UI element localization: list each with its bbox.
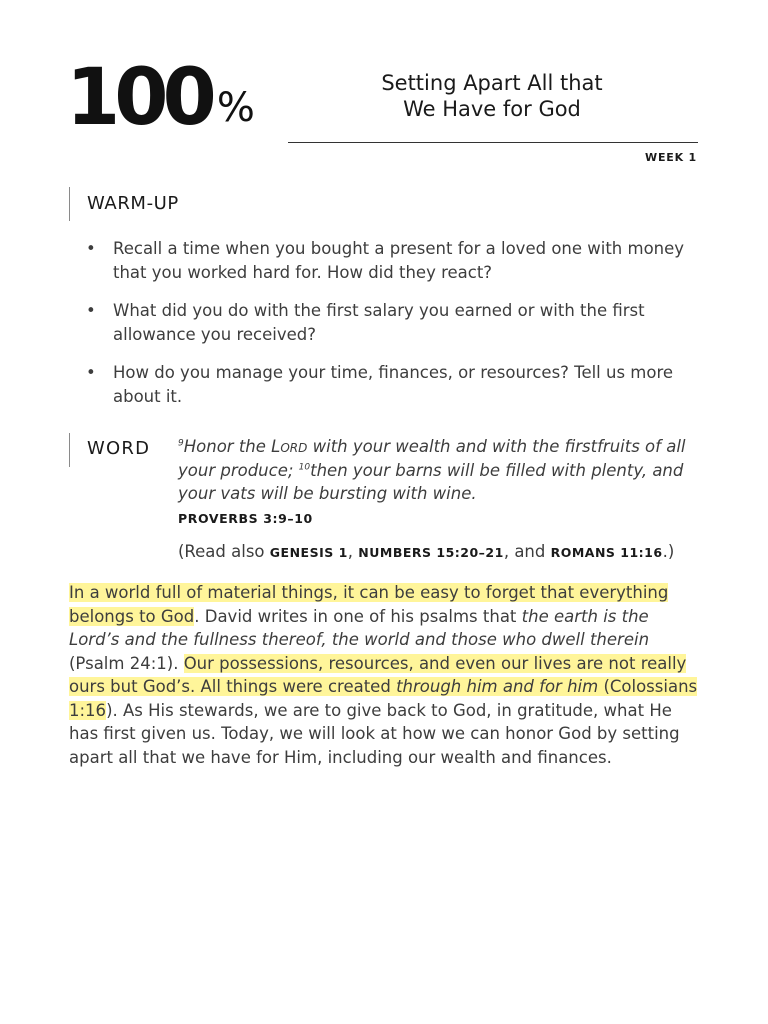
verse-number-10: 10: [298, 462, 311, 472]
warmup-question-text: Recall a time when you bought a present for a loved one with money that you worked hard for. How did they react?: [113, 239, 685, 282]
logo-100-percent: [66, 53, 255, 143]
warmup-section-bar: [69, 187, 70, 221]
verse-number-9: 9: [178, 438, 184, 449]
read-also-open: (Read also: [178, 542, 270, 561]
word-heading: WORD: [87, 438, 151, 459]
week-label: WEEK 1: [645, 151, 697, 164]
word-section-bar: [69, 433, 70, 467]
read-also-line: [178, 542, 674, 561]
highlighted-text-1: In a world full of material things, it can be easy to forget that everything belongs to God: [69, 583, 669, 626]
scripture-verse: [178, 435, 698, 506]
warmup-question: [82, 361, 707, 408]
highlighted-italic-text: through him and for him: [396, 677, 599, 696]
warmup-question-text: How do you manage your time, finances, or resources? Tell us more about it.: [113, 363, 674, 406]
body-italic-quote: the earth is the Lord’s and the fullness thereof, the world and those who dwell therein: [69, 606, 650, 649]
verse-text-part-3: then your barns will be filled with plenty, and your vats will be bursting with wine.: [178, 460, 684, 503]
warmup-question: [82, 299, 707, 346]
read-also-ref-genesis: GENESIS 1: [269, 545, 348, 560]
warmup-question-text: What did you do with the first salary you earned or with the first allowance you received?: [113, 301, 645, 344]
warmup-question: [82, 237, 707, 284]
verse-text-part-1: Honor the: [183, 437, 272, 456]
highlighted-text-2: Our possessions, resources, and even our lives are not really ours but God’s. All things were created: [69, 653, 687, 696]
bullet-icon: •: [86, 301, 96, 320]
page-title-line-2: We Have for God: [403, 97, 581, 121]
read-also-close: .): [662, 542, 675, 561]
logo-number: 100: [66, 53, 211, 143]
bullet-icon: •: [86, 363, 96, 382]
read-also-ref-romans: ROMANS 11:16: [550, 545, 663, 560]
logo-percent-sign: %: [216, 85, 255, 131]
title-divider: [288, 142, 698, 143]
read-also-sep-2: , and: [503, 542, 551, 561]
page-title-line-1: Setting Apart All that: [381, 71, 603, 95]
verse-text-part-2: with your wealth and with the firstfruits of all your produce;: [178, 437, 686, 480]
body-text-1: . David writes in one of his psalms that: [194, 606, 522, 626]
highlighted-text-3: (Colossians 1:16: [69, 677, 698, 720]
verse-lord-rest: ord: [280, 437, 308, 456]
verse-reference: PROVERBS 3:9–10: [178, 511, 313, 526]
read-also-ref-numbers: NUMBERS 15:20–21: [358, 545, 504, 560]
verse-lord-initial: L: [271, 437, 281, 456]
body-paragraph: [69, 581, 704, 769]
body-text-3: ). As His stewards, we are to give back to God, in gratitude, what He has first given us. Today, we will look at how we can honor God by setting apart all that we have for Him, including our wealth and finances.: [69, 700, 680, 767]
warmup-question-list: [82, 237, 707, 423]
bullet-icon: •: [86, 239, 96, 258]
body-text-2: (Psalm 24:1).: [69, 653, 184, 673]
warmup-heading: WARM-UP: [87, 193, 179, 214]
page-title: [290, 70, 694, 122]
read-also-sep-1: ,: [347, 542, 359, 561]
